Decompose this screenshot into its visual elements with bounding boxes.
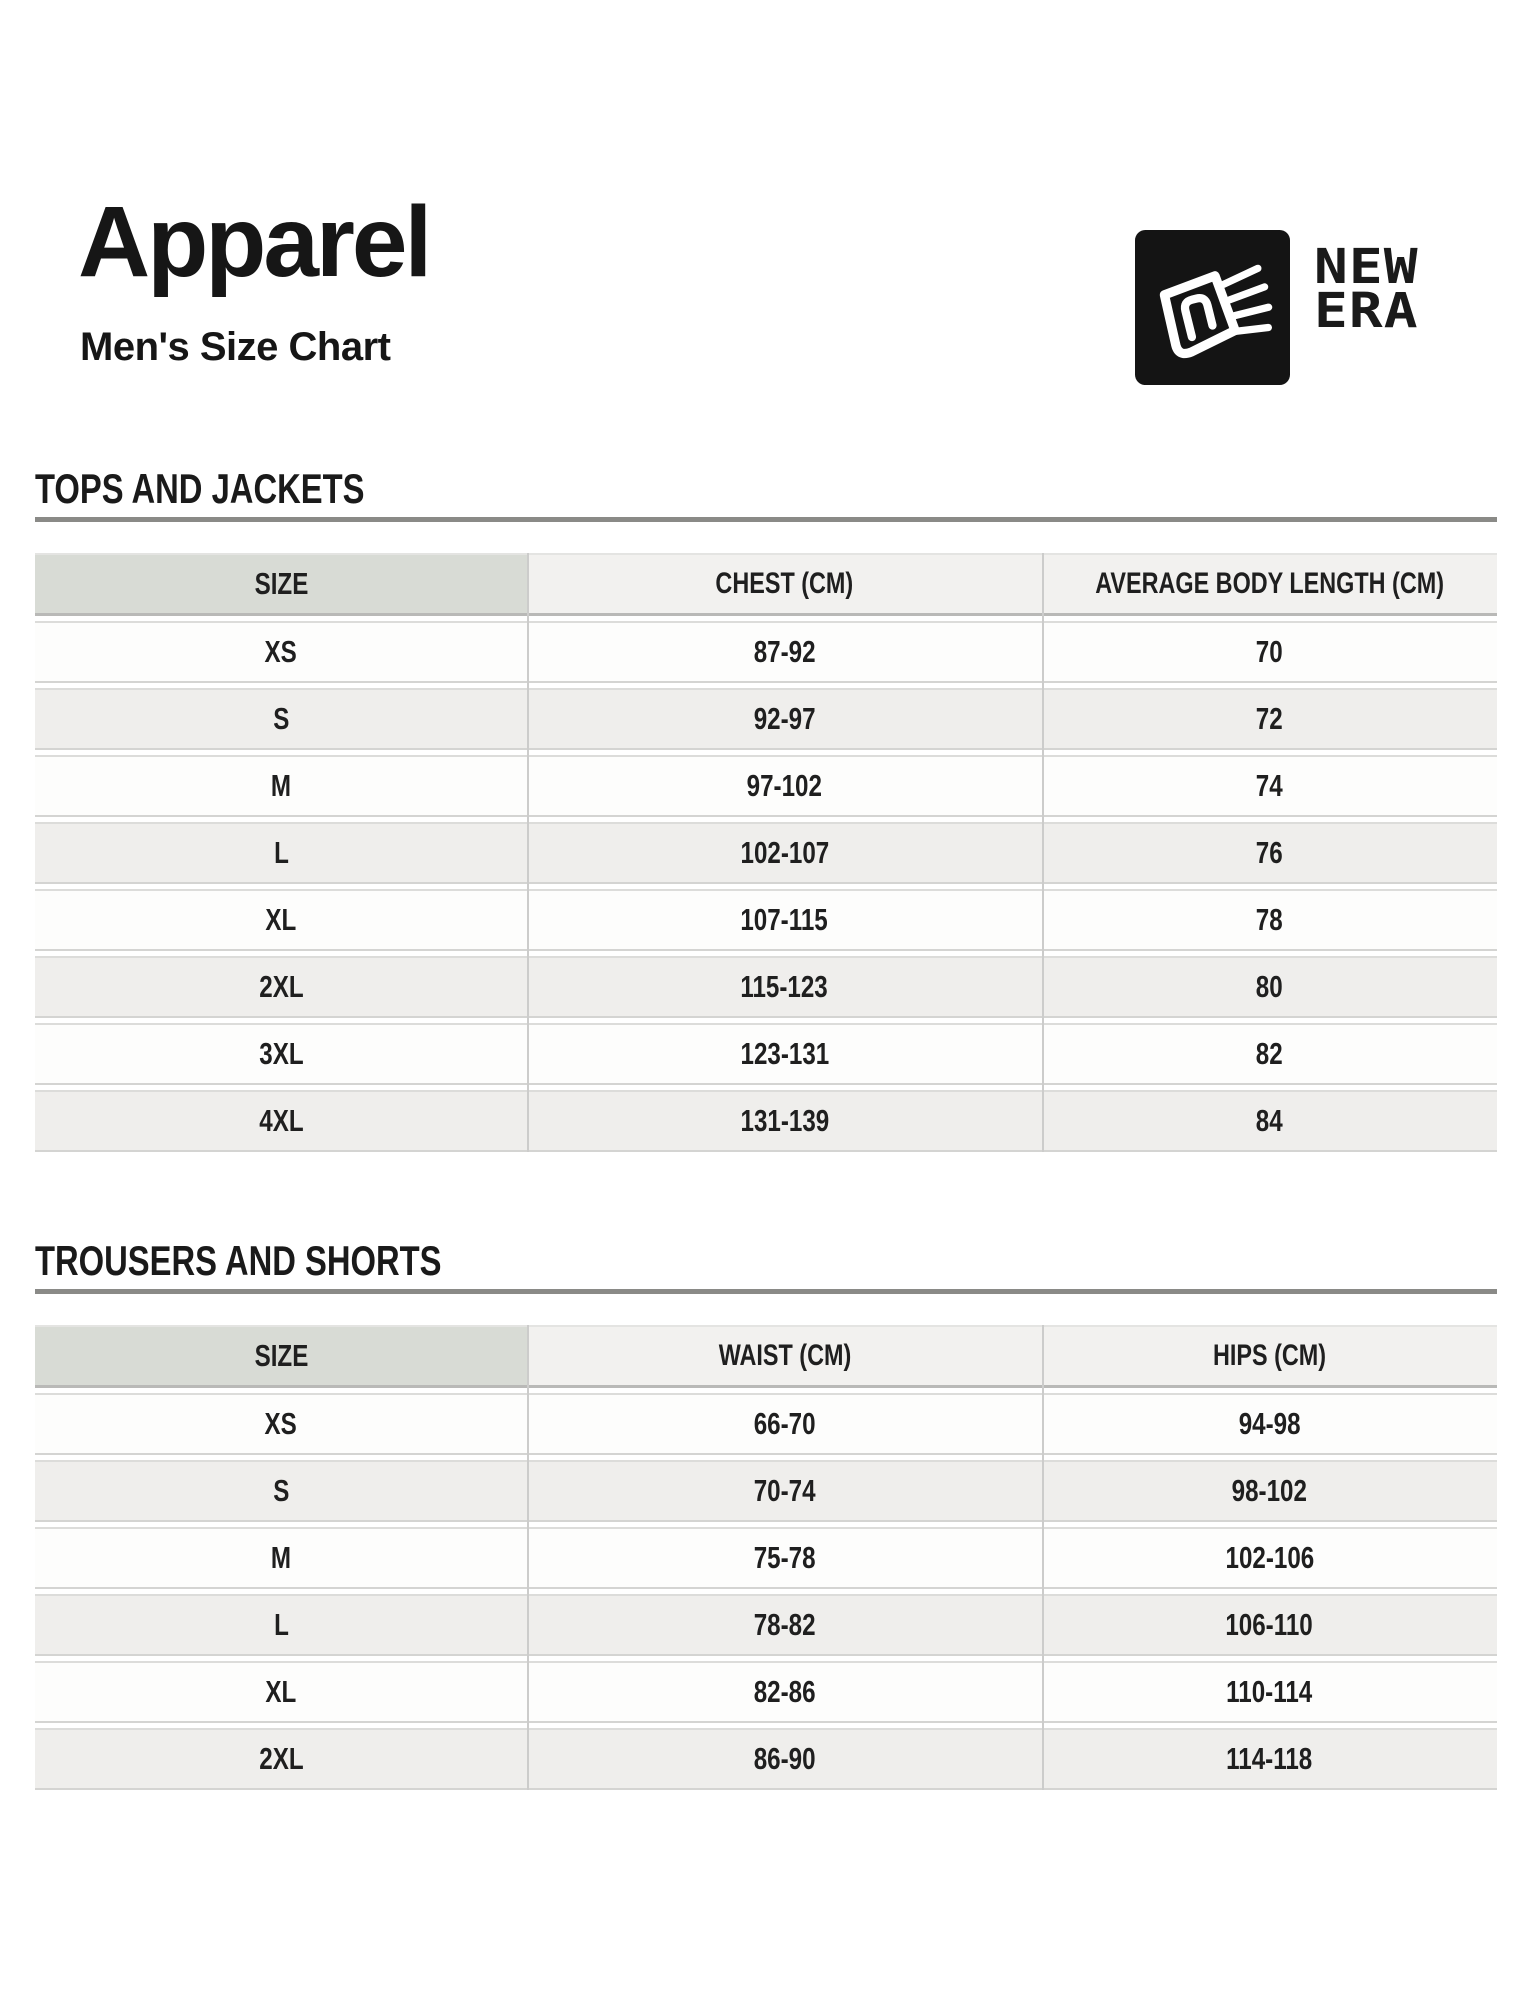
table-row (35, 822, 1497, 884)
chest-cell: 115-123 (527, 958, 1042, 1016)
column-divider (527, 553, 529, 1152)
hips-cell: 114-118 (1042, 1730, 1497, 1788)
header-cell-body-length: AVERAGE BODY LENGTH (CM) (1042, 555, 1497, 613)
body-length-cell: 74 (1042, 757, 1497, 815)
new-era-flag-icon (1135, 230, 1290, 385)
table-row (35, 755, 1497, 817)
body-length-cell: 72 (1042, 690, 1497, 748)
table-row (35, 1090, 1497, 1152)
waist-cell: 66-70 (527, 1395, 1042, 1453)
header-cell-chest: CHEST (CM) (527, 555, 1042, 613)
size-cell: L (35, 1596, 527, 1654)
size-cell: 4XL (35, 1092, 527, 1150)
size-cell: L (35, 824, 527, 882)
table-row (35, 1023, 1497, 1085)
hips-cell: 102-106 (1042, 1529, 1497, 1587)
chest-cell: 92-97 (527, 690, 1042, 748)
table-row (35, 688, 1497, 750)
brand-logo (1135, 230, 1419, 385)
trousers-section-heading: TROUSERS AND SHORTS (35, 1237, 442, 1284)
size-cell: S (35, 690, 527, 748)
table-row (35, 1460, 1497, 1522)
brand-wordmark-line1: NEW (1314, 239, 1419, 295)
hips-cell: 98-102 (1042, 1462, 1497, 1520)
hips-cell: 106-110 (1042, 1596, 1497, 1654)
table-row (35, 1527, 1497, 1589)
body-length-cell: 76 (1042, 824, 1497, 882)
body-length-cell: 70 (1042, 623, 1497, 681)
body-length-cell: 78 (1042, 891, 1497, 949)
chest-cell: 123-131 (527, 1025, 1042, 1083)
chest-cell: 102-107 (527, 824, 1042, 882)
chest-cell: 107-115 (527, 891, 1042, 949)
size-cell: S (35, 1462, 527, 1520)
body-length-cell: 80 (1042, 958, 1497, 1016)
table-row (35, 1393, 1497, 1455)
brand-wordmark-line2: ERA (1314, 283, 1419, 339)
page-title: Apparel (78, 186, 430, 298)
chest-cell: 131-139 (527, 1092, 1042, 1150)
size-cell: 3XL (35, 1025, 527, 1083)
tops-section-rule (35, 517, 1497, 522)
table-row (35, 621, 1497, 683)
waist-cell: 70-74 (527, 1462, 1042, 1520)
header-cell-size: SIZE (35, 555, 527, 613)
tops-section-heading: TOPS AND JACKETS (35, 465, 365, 512)
page-subtitle: Men's Size Chart (80, 325, 391, 369)
table-row (35, 1594, 1497, 1656)
table-row (35, 956, 1497, 1018)
size-cell: 2XL (35, 958, 527, 1016)
hips-cell: 110-114 (1042, 1663, 1497, 1721)
waist-cell: 75-78 (527, 1529, 1042, 1587)
table-row (35, 1728, 1497, 1790)
hips-cell: 94-98 (1042, 1395, 1497, 1453)
body-length-cell: 84 (1042, 1092, 1497, 1150)
size-cell: M (35, 1529, 527, 1587)
chest-cell: 97-102 (527, 757, 1042, 815)
size-cell: XS (35, 1395, 527, 1453)
trousers-size-table (35, 1325, 1497, 1790)
waist-cell: 82-86 (527, 1663, 1042, 1721)
size-cell: XL (35, 1663, 527, 1721)
tops-size-table (35, 553, 1497, 1152)
body-length-cell: 82 (1042, 1025, 1497, 1083)
size-cell: XS (35, 623, 527, 681)
trousers-section-rule (35, 1289, 1497, 1294)
size-cell: M (35, 757, 527, 815)
waist-cell: 78-82 (527, 1596, 1042, 1654)
header-cell-hips: HIPS (CM) (1042, 1327, 1497, 1385)
header-cell-size: SIZE (35, 1327, 527, 1385)
header-cell-waist: WAIST (CM) (527, 1327, 1042, 1385)
brand-wordmark (1314, 239, 1419, 339)
column-divider (1042, 553, 1044, 1152)
table-header-row (35, 553, 1497, 616)
size-cell: 2XL (35, 1730, 527, 1788)
size-cell: XL (35, 891, 527, 949)
table-row (35, 1661, 1497, 1723)
table-row (35, 889, 1497, 951)
waist-cell: 86-90 (527, 1730, 1042, 1788)
column-divider (1042, 1325, 1044, 1790)
chest-cell: 87-92 (527, 623, 1042, 681)
column-divider (527, 1325, 529, 1790)
table-header-row (35, 1325, 1497, 1388)
